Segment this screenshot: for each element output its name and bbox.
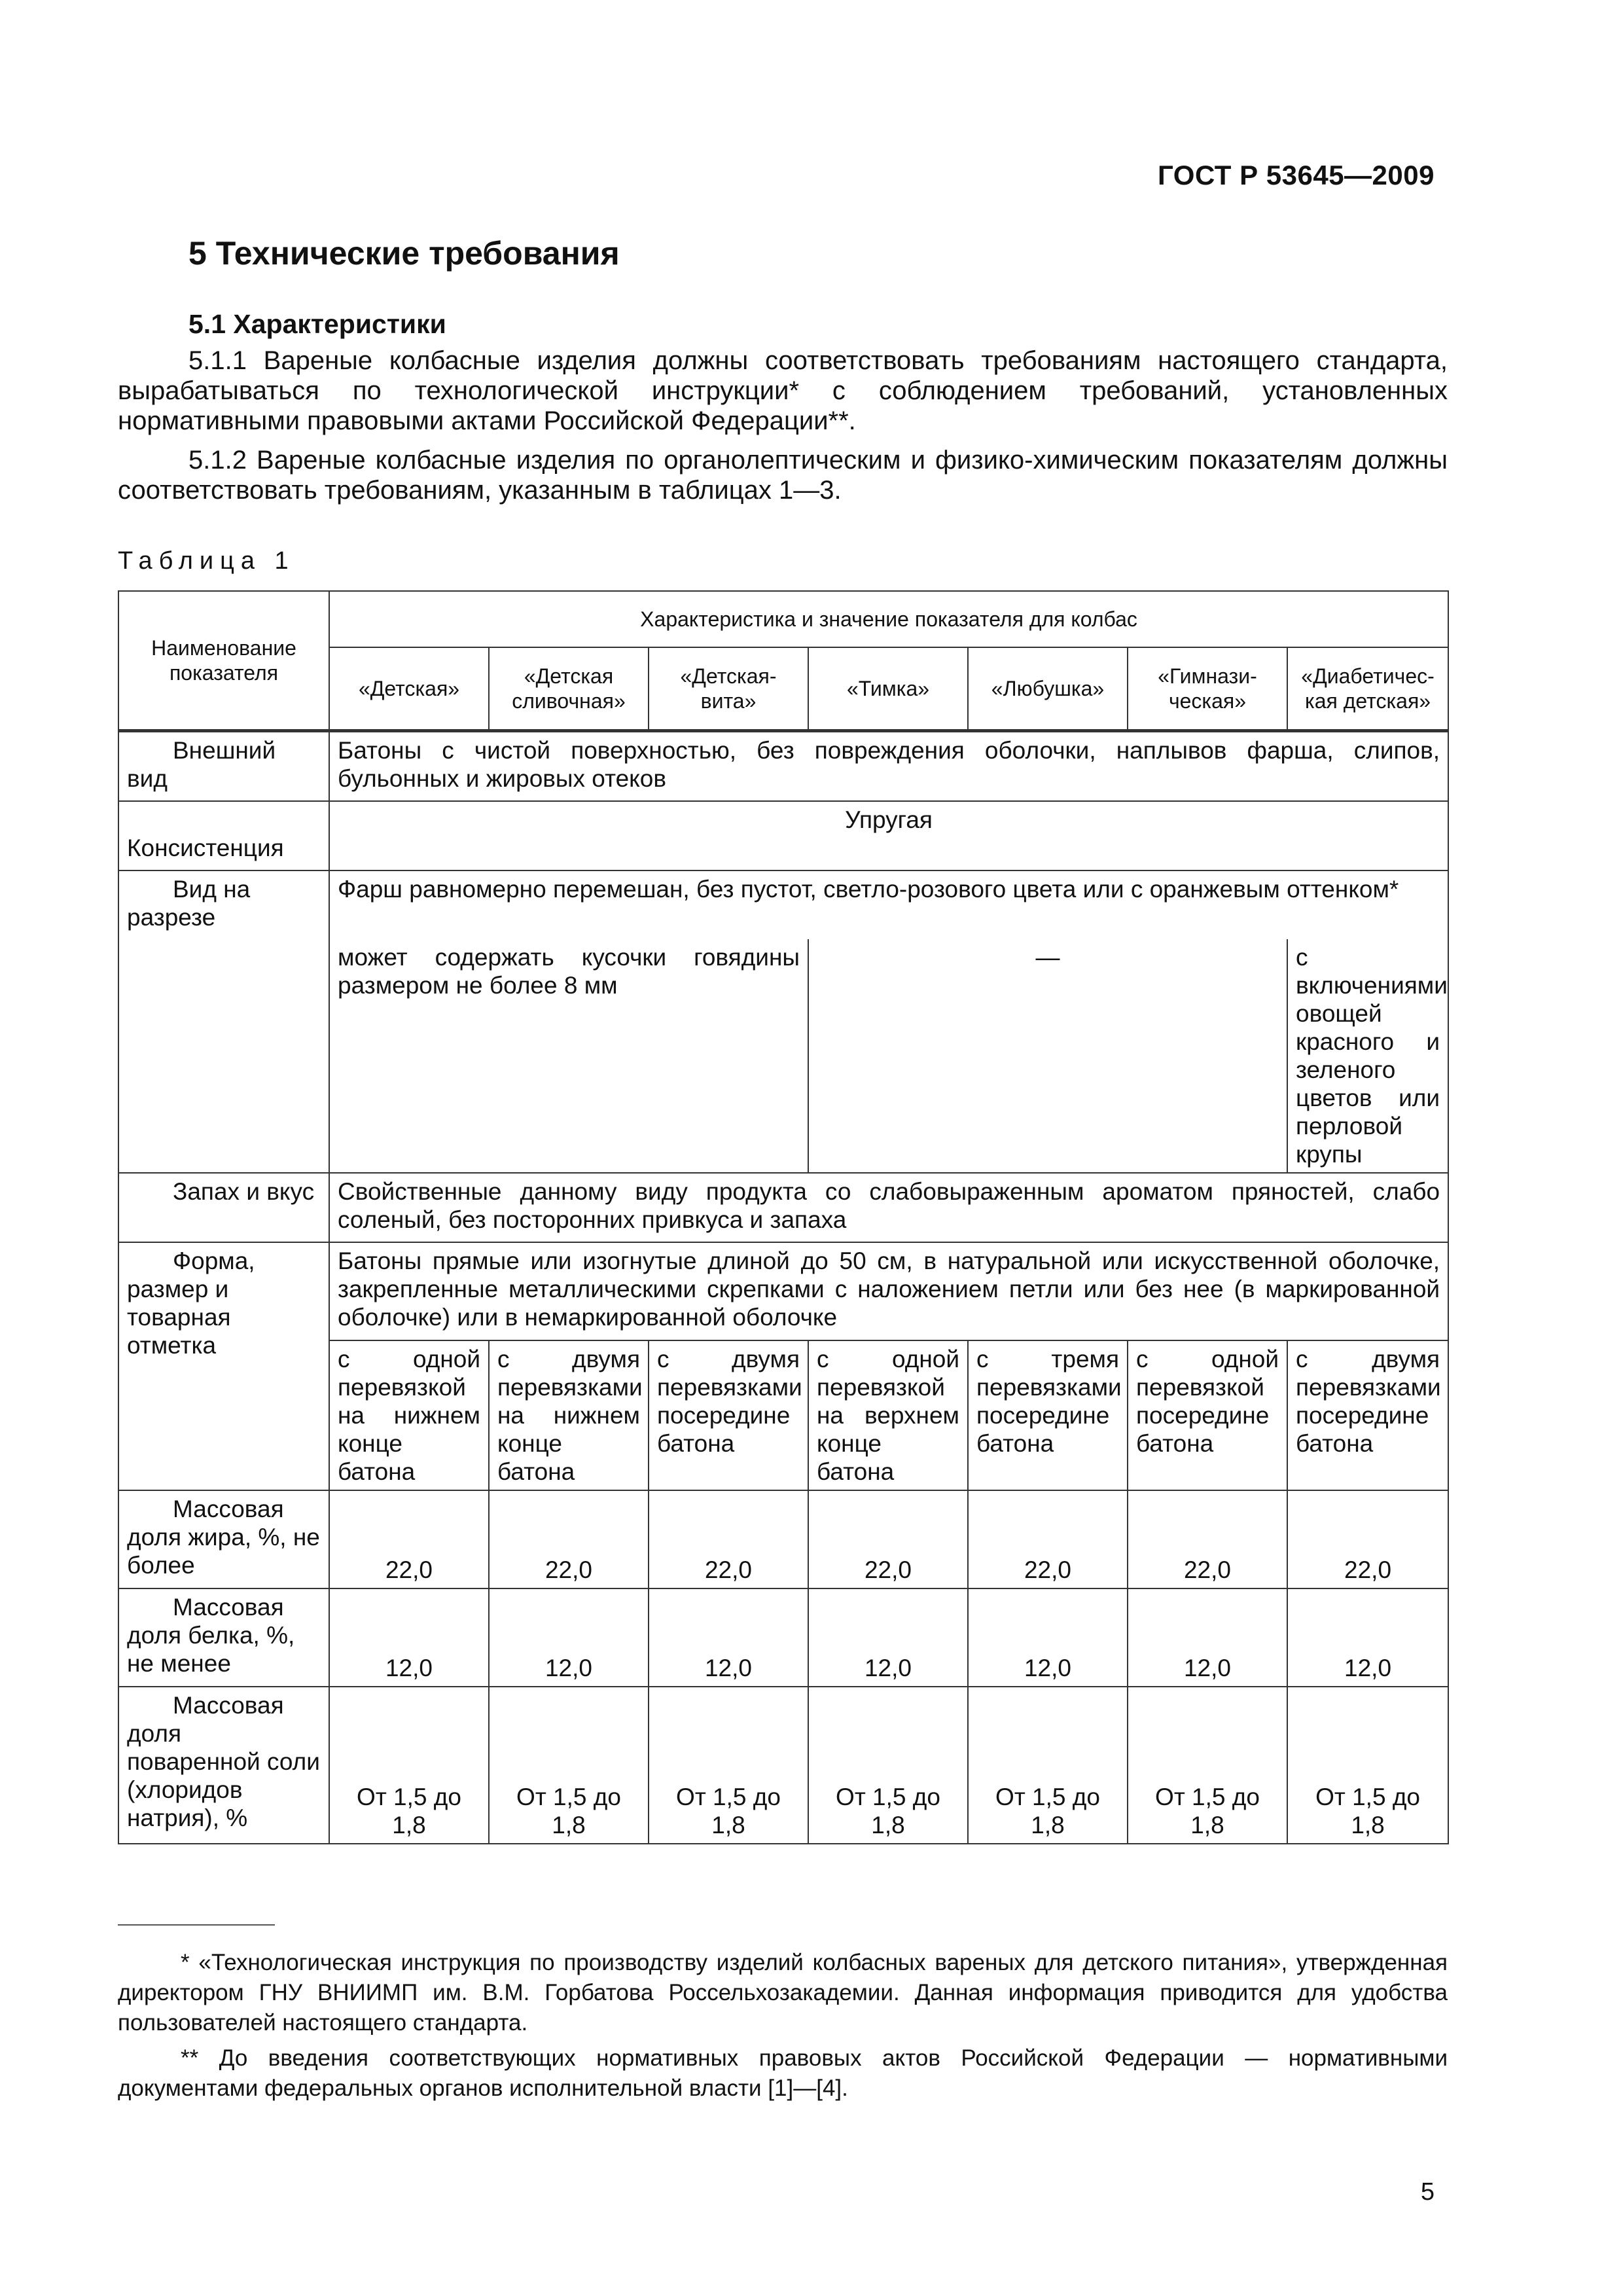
cut-main-value: Фарш равномерно перемешан, без пустот, светло-розового цвета или с оранжевым оттенком* — [329, 870, 1448, 939]
protein-value: 12,0 — [489, 1588, 649, 1687]
protein-value: 12,0 — [1287, 1588, 1448, 1687]
row-name: Массовая доля жира, %, не более — [118, 1490, 329, 1588]
shape-value: с двумя перевязками посередине батона — [1287, 1340, 1448, 1490]
shape-value: с одной перевязкой на нижнем конце батона — [329, 1340, 489, 1490]
cut-value-diabetic: с включениями овощей красного и зеленого цветов или перловой крупы — [1287, 939, 1448, 1173]
shape-value: с одной перевязкой на верхнем конце батона — [808, 1340, 968, 1490]
column-header: «Диабетичес-кая детская» — [1287, 647, 1448, 731]
consistency-value: Упругая — [329, 801, 1448, 870]
salt-value: От 1,5 до 1,8 — [808, 1687, 968, 1844]
protein-value: 12,0 — [968, 1588, 1128, 1687]
row-name: Массовая доля поваренной соли (хлоридов натрия), % — [118, 1687, 329, 1844]
footnote-1 — [118, 1948, 1448, 2038]
smell-value: Свойственные данному виду продукта со слабовыраженным ароматом пряностей, слабо соленый, без посторонних привкуса и запаха — [329, 1173, 1448, 1242]
cut-value-middle-group: — — [808, 939, 1287, 1173]
row-fat — [118, 1490, 1448, 1588]
footnote-1-text: * «Технологическая инструкция по производству изделий колбасных вареных для детского питания», утвержденная директором ГНУ ВНИИМП им. В.М. Горбатова Россельхозакадемии. Данная информация приводится для удобства пользователей настоящего стандарта. — [118, 1950, 1448, 2036]
salt-value: От 1,5 до 1,8 — [329, 1687, 489, 1844]
fat-value: 22,0 — [808, 1490, 968, 1588]
fat-value: 22,0 — [649, 1490, 808, 1588]
appearance-value: Батоны с чистой поверхностью, без повреждения оболочки, наплывов фарша, слипов, бульонных и жировых отеков — [329, 731, 1448, 802]
protein-value: 12,0 — [1128, 1588, 1287, 1687]
header-group-cell: Характеристика и значение показателя для колбас — [329, 591, 1448, 647]
table-1 — [118, 590, 1449, 1844]
footnote-divider — [118, 1924, 275, 1926]
subsection-title: 5.1 Характеристики — [188, 309, 446, 339]
row-name: Консистенция — [118, 801, 329, 870]
column-header: «Гимнази-ческая» — [1128, 647, 1287, 731]
row-consistency — [118, 801, 1448, 870]
page-number: 5 — [1420, 2178, 1435, 2206]
salt-value: От 1,5 до 1,8 — [489, 1687, 649, 1844]
row-salt — [118, 1687, 1448, 1844]
paragraph-5-1-1 — [118, 346, 1448, 436]
shape-value: с одной перевязкой посередине батона — [1128, 1340, 1287, 1490]
cut-value-first-group: может содержать кусочки говядины размером не более 8 мм — [329, 939, 808, 1173]
row-protein — [118, 1588, 1448, 1687]
paragraph-5-1-2-text: 5.1.2 Вареные колбасные изделия по органолептическим и физико-химическим показателям должны соответствовать требованиям, указанным в таблицах 1—3. — [118, 446, 1448, 505]
footnote-2-text: ** До введения соответствующих нормативных правовых актов Российской Федерации — нормативными документами федеральных органов исполнительной власти [1]—[4]. — [118, 2045, 1448, 2101]
column-header: «Любушка» — [968, 647, 1128, 731]
row-shape — [118, 1242, 1448, 1340]
column-header: «Детская» — [329, 647, 489, 731]
salt-value: От 1,5 до 1,8 — [1287, 1687, 1448, 1844]
salt-value: От 1,5 до 1,8 — [968, 1687, 1128, 1844]
fat-value: 22,0 — [1287, 1490, 1448, 1588]
row-name: Форма, размер и товарная отметка — [118, 1242, 329, 1490]
protein-value: 12,0 — [329, 1588, 489, 1687]
section-title: 5 Технические требования — [188, 235, 620, 272]
protein-value: 12,0 — [649, 1588, 808, 1687]
shape-value: с двумя перевязками посередине батона — [649, 1340, 808, 1490]
row-appearance — [118, 731, 1448, 802]
protein-value: 12,0 — [808, 1588, 968, 1687]
column-header: «Детская-вита» — [649, 647, 808, 731]
column-header: «Тимка» — [808, 647, 968, 731]
fat-value: 22,0 — [1128, 1490, 1287, 1588]
paragraph-5-1-1-text: 5.1.1 Вареные колбасные изделия должны соответствовать требованиям настоящего стандарта, вырабатываться по технологической инструкции* с соблюдением требований, установленных нормативными правовыми актами Российской Федерации**. — [118, 346, 1448, 435]
row-name: Запах и вкус — [118, 1173, 329, 1242]
salt-value: От 1,5 до 1,8 — [1128, 1687, 1287, 1844]
row-smell — [118, 1173, 1448, 1242]
fat-value: 22,0 — [968, 1490, 1128, 1588]
shape-main-value: Батоны прямые или изогнутые длиной до 50 см, в натуральной или искусственной оболочке, закрепленные металлическими скрепками с наложением петли или без нее (в маркированной оболочке) или в немаркированной оболочке — [329, 1242, 1448, 1340]
footnote-2 — [118, 2043, 1448, 2104]
column-header: «Детская сливочная» — [489, 647, 649, 731]
paragraph-5-1-2 — [118, 445, 1448, 505]
shape-value: с тремя перевязками посередине батона — [968, 1340, 1128, 1490]
shape-value: с двумя перевязками на нижнем конце батона — [489, 1340, 649, 1490]
header-name-cell: Наименование показателя — [118, 591, 329, 731]
row-cut — [118, 870, 1448, 939]
row-name: Внешний вид — [118, 731, 329, 802]
salt-value: От 1,5 до 1,8 — [649, 1687, 808, 1844]
row-name: Массовая доля белка, %, не менее — [118, 1588, 329, 1687]
fat-value: 22,0 — [329, 1490, 489, 1588]
row-name: Вид на разрезе — [118, 870, 329, 1173]
table-caption: Таблица 1 — [118, 547, 295, 575]
fat-value: 22,0 — [489, 1490, 649, 1588]
document-code: ГОСТ Р 53645—2009 — [1158, 160, 1435, 190]
